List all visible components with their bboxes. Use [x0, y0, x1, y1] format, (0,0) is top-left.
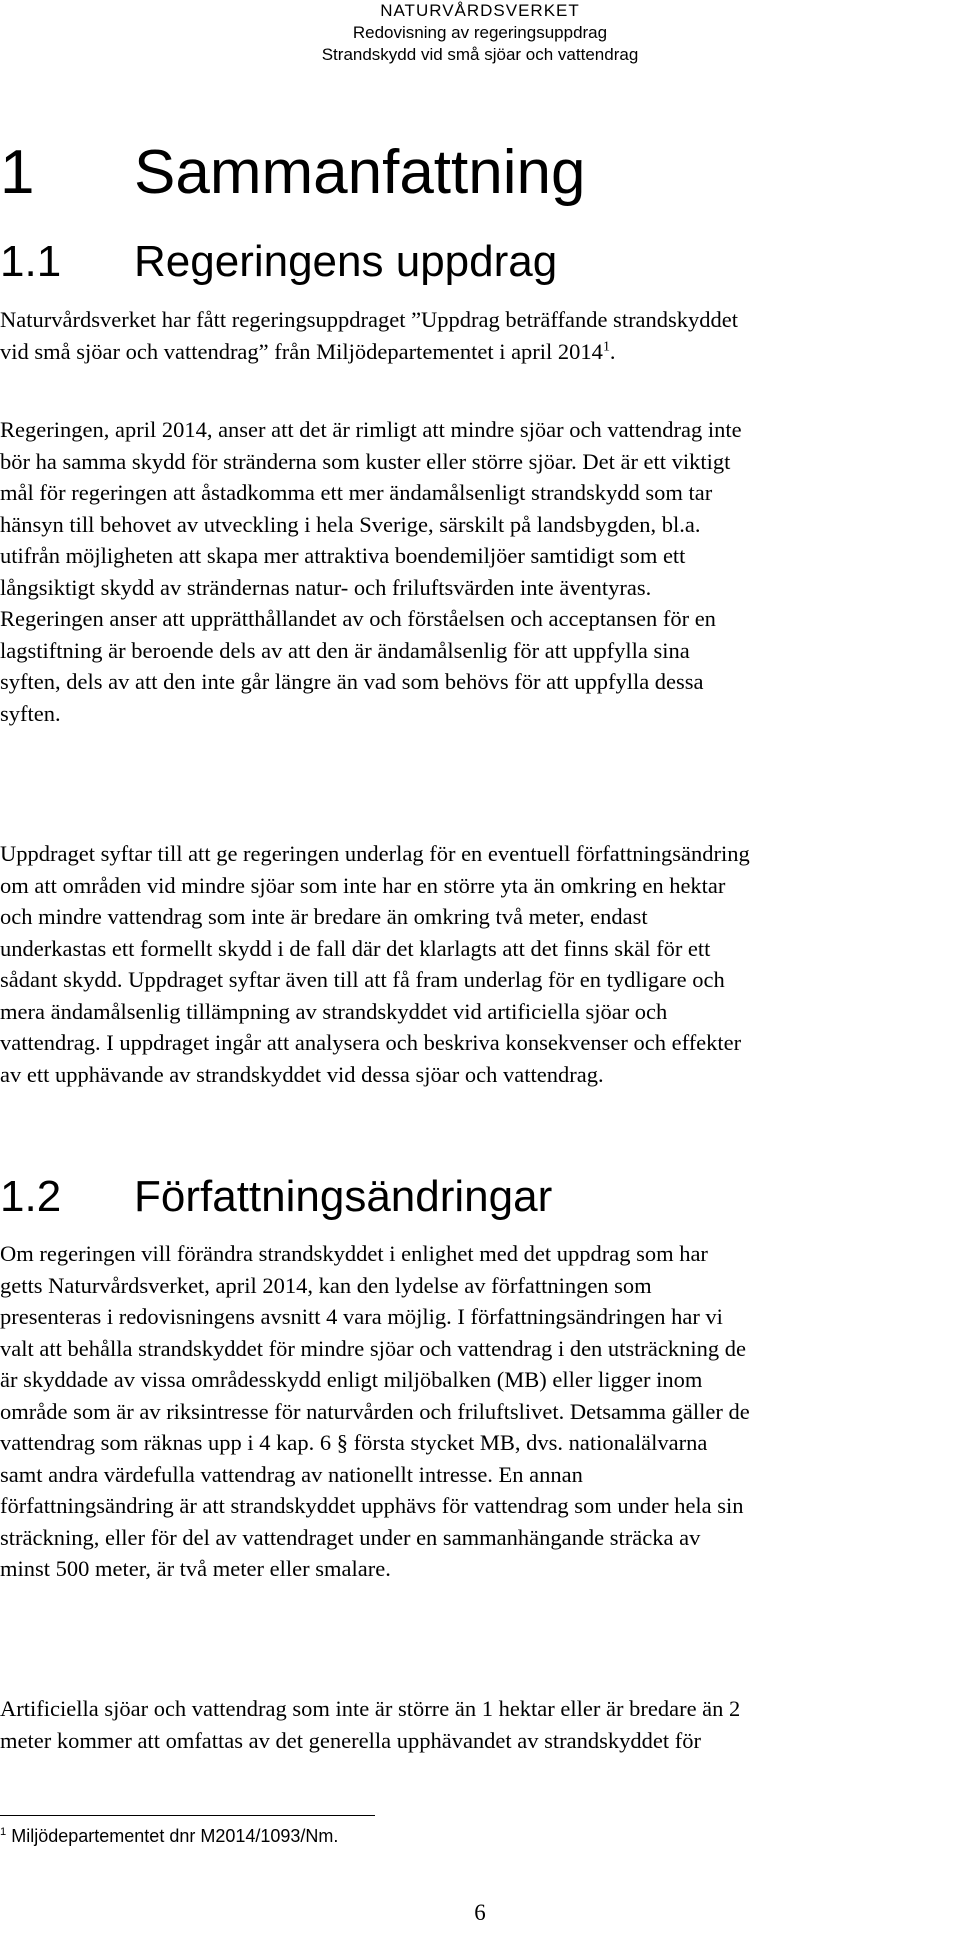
- header-report-title: Strandskydd vid små sjöar och vattendrag: [321, 45, 639, 64]
- text-line: Artificiella sjöar och vattendrag som inte är större än 1 hektar eller är bredare än 2: [0, 1696, 741, 1721]
- footnote: [0, 1824, 338, 1848]
- section-number: 1.2: [0, 1172, 62, 1221]
- text-segment: vid små sjöar och vattendrag” från Miljödepartementet i april 2014: [0, 338, 603, 364]
- paragraph-purpose: [0, 838, 960, 1090]
- text-line: hänsyn till behovet av utveckling i hela Sverige, särskilt på landsbygden, bl.a.: [0, 511, 701, 537]
- footnote-text: Miljödepartementet dnr M2014/1093/Nm.: [11, 1826, 339, 1846]
- text-line: syften.: [0, 700, 61, 726]
- text-line: utifrån möjligheten att skapa mer attraktiva boendemiljöer samtidigt som ett: [0, 543, 686, 568]
- text-line: sträckning, eller för del av vattendraget under en sammanhängande sträcka av: [0, 1524, 701, 1550]
- chapter-number: 1: [0, 138, 35, 207]
- section-title: Författningsändringar: [134, 1172, 553, 1221]
- text-line: författningsändring är att strandskyddet upphävs för vattendrag som under hela sin: [0, 1493, 744, 1518]
- paragraph-assignment: [0, 304, 960, 367]
- text-line: lagstiftning är beroende dels av att den är ändamålsenlig för att uppfylla sina: [0, 637, 690, 663]
- page-number: 6: [474, 1900, 486, 1925]
- text-line: valt att behålla strandskyddet för mindre sjöar och vattendrag i den utsträckning de: [0, 1335, 747, 1361]
- text-segment: .: [609, 338, 616, 364]
- text-line: av ett upphävande av strandskyddet vid dessa sjöar och vattendrag.: [0, 1061, 604, 1087]
- text-line: bör ha samma skydd för stränderna som kuster eller större sjöar. Det är ett viktigt: [0, 448, 731, 474]
- chapter-title: Sammanfattning: [134, 138, 586, 207]
- text-line: vattendrag. I uppdraget ingår att analysera och beskriva konsekvenser och effekter: [0, 1030, 742, 1055]
- section-heading-1-1: [0, 236, 557, 288]
- paragraph-artificial-waters: [0, 1693, 960, 1756]
- running-header: [0, 0, 960, 66]
- text-line: sådant skydd. Uppdraget syftar även till att få fram underlag för en tydligare och: [0, 967, 725, 992]
- text-line: presenteras i redovisningens avsnitt 4 vara möjlig. I författningsändringen har vi: [0, 1304, 723, 1329]
- footnote-number: 1: [0, 1826, 7, 1838]
- text-line: område som är av riksintresse för naturvården och friluftslivet. Detsamma gäller de: [0, 1398, 750, 1424]
- chapter-heading: [0, 138, 585, 208]
- text-line: [0, 336, 960, 368]
- text-line: Uppdraget syftar till att ge regeringen underlag för en eventuell författningsändring: [0, 841, 750, 866]
- paragraph-government-view: [0, 414, 960, 729]
- footnote-reference[interactable]: 1: [602, 339, 610, 354]
- section-title: Regeringens uppdrag: [134, 237, 558, 286]
- text-line: och mindre vattendrag som inte är bredare än omkring två meter, endast: [0, 904, 648, 929]
- text-line: syften, dels av att den inte går längre än vad som behövs för att uppfylla dessa: [0, 669, 704, 694]
- text-line: Regeringen, april 2014, anser att det är rimligt att mindre sjöar och vattendrag inte: [0, 417, 742, 442]
- text-line: Om regeringen vill förändra strandskyddet i enlighet med det uppdrag som har: [0, 1241, 708, 1266]
- text-line: långsiktigt skydd av strändernas natur- och friluftsvärden inte äventyras.: [0, 574, 652, 600]
- header-organization: NATURVÅRDSVERKET: [380, 1, 580, 20]
- section-heading-1-2: [0, 1171, 552, 1223]
- text-line: är skyddade av vissa områdesskydd enligt miljöbalken (MB) eller ligger inom: [0, 1367, 703, 1392]
- text-line: meter kommer att omfattas av det generella upphävandet av strandskyddet för: [0, 1727, 701, 1753]
- header-report-type: Redovisning av regeringsuppdrag: [352, 23, 608, 42]
- text-line: mera ändamålsenlig tillämpning av strandskyddet vid artificiella sjöar och: [0, 998, 668, 1024]
- text-line: Naturvårdsverket har fått regeringsuppdraget ”Uppdrag beträffande strandskyddet: [0, 307, 739, 332]
- text-line: Regeringen anser att upprätthållandet av och förståelsen och acceptansen för en: [0, 606, 716, 631]
- text-line: vattendrag som räknas upp i 4 kap. 6 § första stycket MB, dvs. nationalälvarna: [0, 1430, 708, 1455]
- text-line: underkastas ett formellt skydd i de fall där det klarlagts att det finns skäl för ett: [0, 935, 711, 961]
- section-number: 1.1: [0, 237, 62, 286]
- footnote-separator: [0, 1815, 375, 1816]
- text-line: getts Naturvårdsverket, april 2014, kan den lydelse av författningen som: [0, 1272, 652, 1298]
- text-line: minst 500 meter, är två meter eller smalare.: [0, 1556, 391, 1581]
- text-line: om att områden vid mindre sjöar som inte har en större yta än omkring en hektar: [0, 872, 726, 898]
- text-line: samt andra värdefulla vattendrag av nationellt intresse. En annan: [0, 1461, 583, 1487]
- text-line: mål för regeringen att åstadkomma ett mer ändamålsenligt strandskydd som tar: [0, 480, 713, 505]
- paragraph-amendments: [0, 1238, 960, 1585]
